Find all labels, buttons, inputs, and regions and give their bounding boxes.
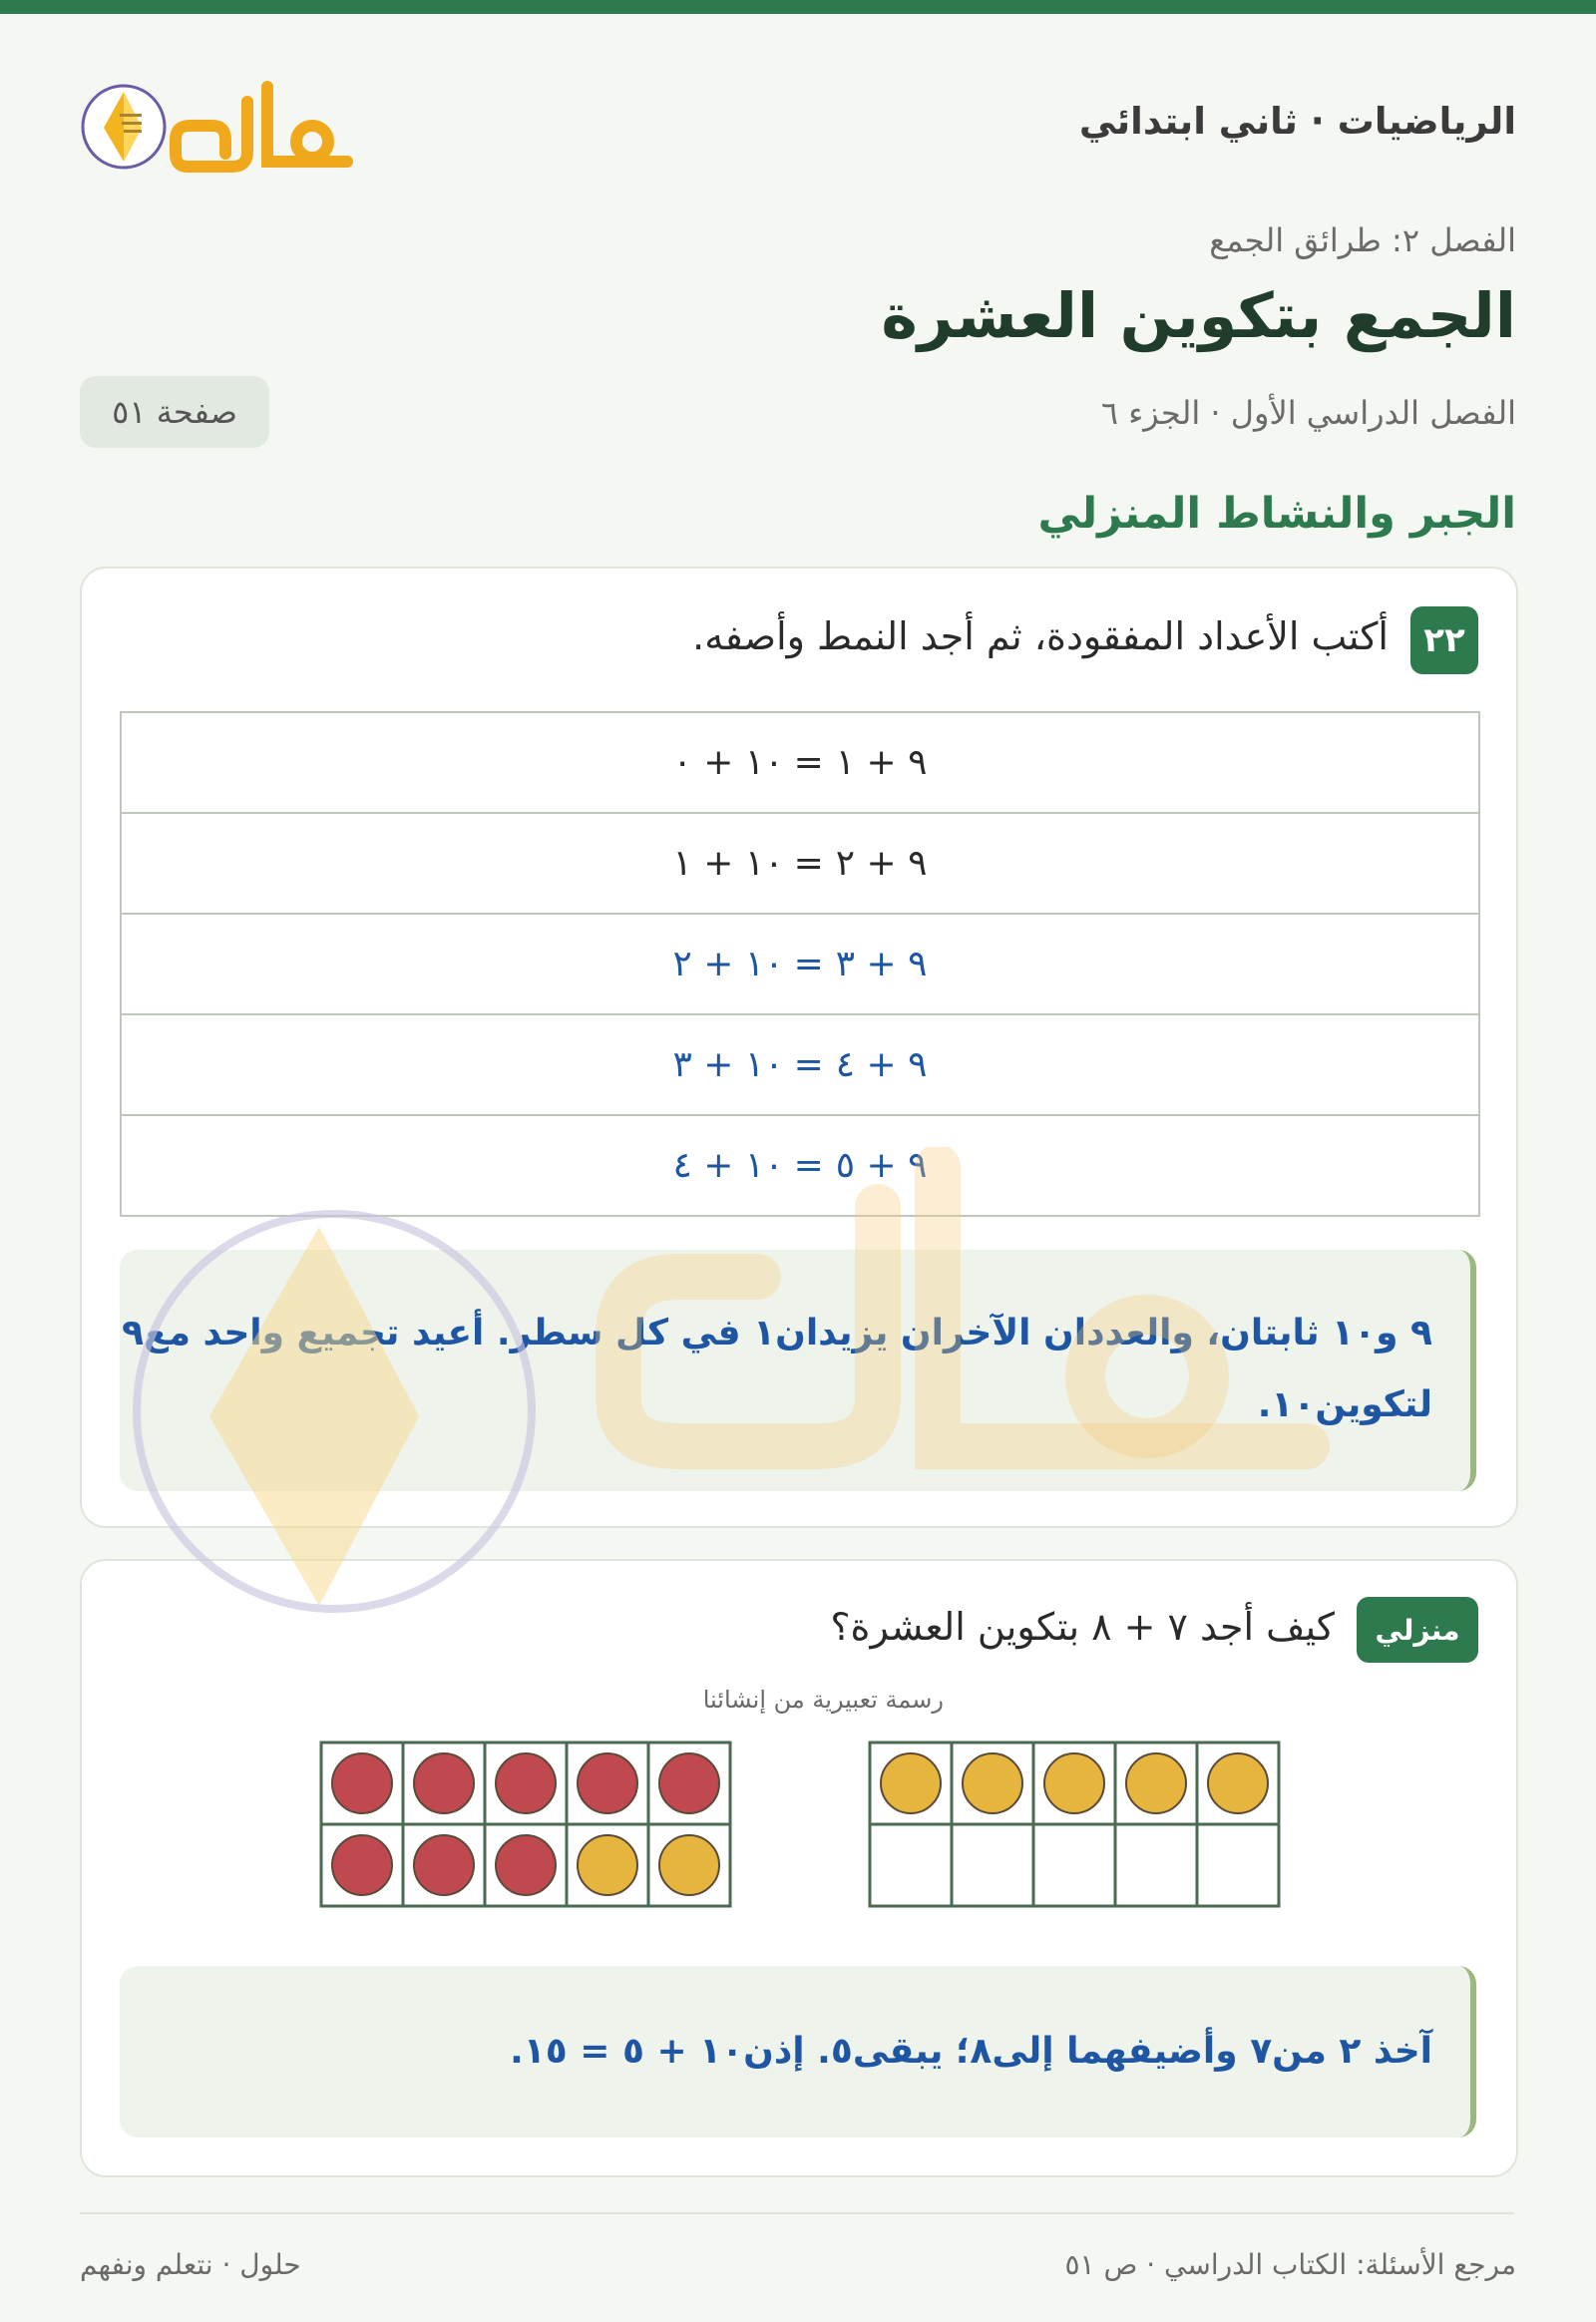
counter: [578, 1753, 637, 1813]
equation-left-side: ٩ + ٤: [835, 1044, 928, 1085]
counter: [578, 1835, 637, 1895]
equals-sign: =: [793, 1145, 826, 1186]
home-answer-box: [120, 1966, 1476, 2137]
question-number-badge: [1410, 606, 1478, 674]
counter: [1126, 1753, 1186, 1813]
equations-table: [120, 711, 1480, 1217]
counter: [881, 1753, 941, 1813]
equals-sign: =: [793, 944, 826, 984]
equation-left-side: ٩ + ٢: [835, 843, 928, 884]
equation-left-side: ٩ + ٣: [835, 944, 928, 984]
question-22-card: [80, 567, 1518, 1528]
logo-icon: [78, 62, 357, 180]
counter: [659, 1835, 719, 1895]
equation-row: [122, 1015, 1478, 1116]
footer-reference: مرجع الأسئلة: الكتاب الدراسي · ص ٥١: [1064, 2248, 1516, 2281]
equation-row: [122, 814, 1478, 915]
equation-row: [122, 713, 1478, 814]
counter: [414, 1835, 474, 1895]
semester-part: الفصل الدراسي الأول · الجزء ٦: [1100, 394, 1516, 432]
equation-right-side: ١٠ + ٢: [672, 944, 784, 984]
counter: [414, 1753, 474, 1813]
subject-grade: الرياضيات · ثاني ابتدائي: [1078, 100, 1516, 143]
counter: [963, 1753, 1022, 1813]
pattern-answer-box: [120, 1250, 1476, 1491]
counter: [496, 1835, 556, 1895]
equation-left-side: ٩ + ١: [835, 742, 928, 783]
footer-brand: حلول · نتعلم ونفهم: [80, 2248, 301, 2281]
equation-right-side: ١٠ + ٣: [672, 1044, 784, 1085]
equals-sign: =: [793, 843, 826, 884]
page-number-label: صفحة ٥١: [112, 393, 237, 431]
equation-left-side: ٩ + ٥: [835, 1145, 928, 1186]
logo: [78, 62, 357, 180]
page-title: الجمع بتكوين العشرة: [881, 279, 1516, 352]
home-question-card: [80, 1559, 1518, 2177]
page-number-badge: [80, 376, 269, 448]
question-prompt: أكتب الأعداد المفقودة، ثم أجد النمط وأصفه.: [692, 614, 1389, 658]
ten-frame-cell: [1033, 1824, 1115, 1906]
counter: [1044, 1753, 1104, 1813]
illustration-caption: رسمة تعبيرية من إنشائنا: [702, 1686, 944, 1714]
equation-right-side: ١٠ + ٠: [672, 742, 784, 783]
answer-line-2: لتكوين١٠.: [1257, 1384, 1432, 1425]
ten-frame-cell: [870, 1824, 952, 1906]
question-number: ٢٢: [1423, 620, 1465, 660]
ten-frame-cell: [952, 1824, 1033, 1906]
equals-sign: =: [793, 1044, 826, 1085]
home-answer: آخذ ٢ من٧ وأضيفهما إلى٨؛ يبقى٥. إذن١٠ + ٥ = ١٥.: [510, 2031, 1432, 2072]
home-question-prompt: كيف أجد ٧ + ٨ بتكوين العشرة؟: [830, 1605, 1335, 1649]
answer-line-1: ٩ و١٠ ثابتان، والعددان الآخران يزيدان١ في كل سطر. أعيد تجميع واحد مع٩: [122, 1313, 1432, 1354]
ten-frame-right: [868, 1741, 1283, 1908]
counter: [659, 1753, 719, 1813]
equation-row: [122, 915, 1478, 1015]
counter: [332, 1835, 392, 1895]
ten-frame-cell: [1115, 1824, 1197, 1906]
counter: [496, 1753, 556, 1813]
counter: [1208, 1753, 1268, 1813]
top-accent-bar: [0, 0, 1596, 14]
equation-right-side: ١٠ + ١: [672, 843, 784, 884]
ten-frame-left: [319, 1741, 734, 1908]
ten-frame-cell: [1197, 1824, 1279, 1906]
section-title: الجبر والنشاط المنزلي: [1037, 489, 1516, 539]
equation-right-side: ١٠ + ٤: [672, 1145, 784, 1186]
chapter-label: الفصل ٢: طرائق الجمع: [1209, 221, 1516, 259]
footer-divider: [80, 2212, 1514, 2214]
home-badge-label: منزلي: [1375, 1613, 1460, 1647]
equals-sign: =: [793, 742, 826, 783]
equation-row: [122, 1116, 1478, 1215]
counter: [332, 1753, 392, 1813]
home-badge: [1357, 1597, 1478, 1663]
